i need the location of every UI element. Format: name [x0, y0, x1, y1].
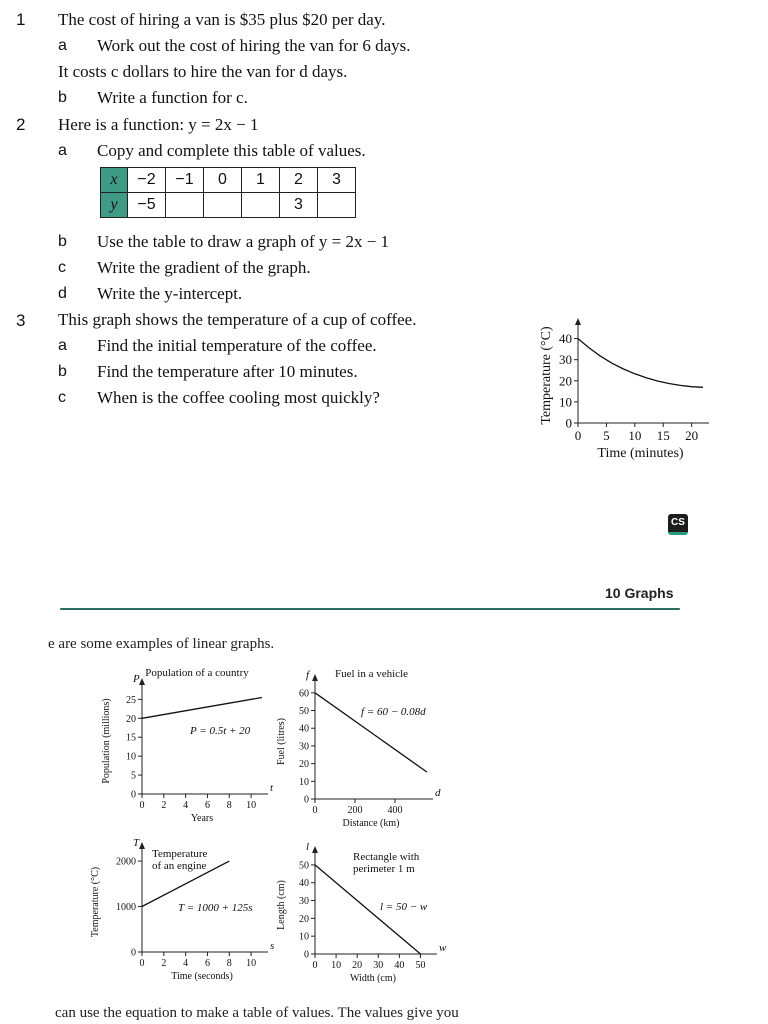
y-axis-label: Temperature (°C)	[90, 866, 101, 938]
y-tick-label: 20	[559, 373, 572, 389]
x-tick-label: 8	[226, 800, 232, 811]
part-text: Copy and complete this table of values.	[97, 141, 366, 160]
x-axis-label: Width (cm)	[350, 973, 396, 984]
question-stem: Here is a function: y = 2x − 1	[58, 115, 259, 134]
cs-badge: CS	[668, 514, 688, 535]
x-tick-label: 0	[574, 428, 582, 443]
y-axis-letter: T	[133, 837, 140, 849]
table-cell: 3	[318, 168, 356, 193]
y-axis-label: Length (cm)	[276, 880, 287, 930]
y-tick-label: 60	[299, 688, 309, 700]
chart-title: Population of a country	[145, 667, 249, 679]
y-axis-letter: f	[306, 669, 310, 681]
x-axis-label: Time (minutes)	[597, 445, 684, 461]
equation-label: f = 60 − 0.08d	[361, 706, 426, 718]
part-label: d	[58, 285, 67, 302]
x-axis-label: Distance (km)	[342, 818, 400, 829]
y-tick-label: 50	[299, 860, 309, 872]
table-header-y: y	[101, 193, 128, 218]
y-tick-label: 10	[559, 394, 572, 410]
question-stem: The cost of hiring a van is $35 plus $20 per day.	[58, 10, 386, 29]
y-tick-label: 10	[126, 751, 136, 763]
x-tick-label: 20	[352, 960, 363, 971]
table-cell: 1	[242, 168, 280, 193]
x-tick-label: 10	[246, 800, 257, 811]
y-axis-arrow	[312, 674, 318, 681]
y-tick-label: 2000	[116, 856, 136, 868]
y-tick-label: 40	[559, 331, 572, 347]
x-tick-label: 0	[139, 958, 145, 969]
part-text: When is the coffee cooling most quickly?	[97, 388, 380, 407]
y-tick-label: 20	[299, 913, 309, 925]
part-text: Find the initial temperature of the coffee.	[97, 336, 377, 355]
part-text: Write the y-intercept.	[97, 284, 243, 303]
x-axis-letter: w	[439, 942, 447, 954]
y-axis-arrow	[312, 846, 318, 853]
chart-title: perimeter 1 m	[353, 863, 415, 875]
y-tick-label: 20	[126, 713, 136, 725]
series-line	[578, 339, 703, 388]
table-cell: 0	[204, 168, 242, 193]
part-label: c	[58, 389, 66, 406]
x-tick-label: 2	[161, 800, 167, 811]
x-tick-label: 5	[603, 428, 610, 443]
chapter-footer: 10 Graphs	[605, 585, 674, 601]
y-tick-label: 30	[299, 741, 309, 753]
engine-temperature-chart	[88, 838, 278, 993]
table-cell	[166, 193, 204, 218]
x-tick-label: 40	[394, 960, 405, 971]
fuel-chart	[275, 660, 445, 835]
y-tick-label: 15	[126, 732, 136, 744]
table-row	[101, 193, 356, 218]
part-label: a	[58, 337, 67, 354]
y-tick-label: 1000	[116, 902, 136, 914]
x-tick-label: 15	[656, 428, 670, 443]
table-cell: 3	[280, 193, 318, 218]
y-tick-label: 20	[299, 759, 309, 771]
table-cell: −2	[128, 168, 166, 193]
equation-label: l = 50 − w	[380, 901, 428, 913]
question-text: It costs c dollars to hire the van for d days.	[58, 62, 348, 81]
x-axis-letter: d	[435, 787, 441, 799]
x-tick-label: 10	[331, 960, 342, 971]
table-row	[101, 168, 356, 193]
chart-title: of an engine	[152, 860, 207, 872]
y-tick-label: 5	[131, 770, 136, 782]
table-cell	[318, 193, 356, 218]
part-label: b	[58, 363, 67, 380]
x-tick-label: 2	[161, 958, 167, 969]
x-axis-label: Time (seconds)	[171, 971, 233, 982]
chart-title: Fuel in a vehicle	[335, 668, 409, 680]
y-tick-label: 25	[126, 694, 136, 706]
question-number: 3	[16, 311, 26, 330]
question-number: 2	[16, 115, 26, 134]
y-tick-label: 50	[299, 706, 309, 718]
x-tick-label: 10	[246, 958, 257, 969]
table-cell	[242, 193, 280, 218]
question-stem: This graph shows the temperature of a cup of coffee.	[58, 310, 417, 329]
y-tick-label: 40	[299, 723, 309, 735]
y-tick-label: 30	[559, 352, 572, 368]
equation-label: T = 1000 + 125s	[178, 902, 253, 914]
chart-title: Temperature	[152, 848, 208, 860]
chart-title: Rectangle with	[353, 851, 420, 863]
y-axis-label: Population (millions)	[101, 698, 112, 784]
table-cell: −5	[128, 193, 166, 218]
y-tick-label: 0	[131, 947, 136, 959]
x-tick-label: 10	[628, 428, 642, 443]
x-tick-label: 0	[139, 800, 145, 811]
y-tick-label: 0	[565, 415, 572, 431]
x-tick-label: 4	[183, 958, 189, 969]
part-label: b	[58, 89, 67, 106]
x-tick-label: 6	[204, 958, 210, 969]
x-tick-label: 30	[373, 960, 384, 971]
y-axis-label: Temperature (°C)	[539, 326, 554, 425]
part-label: b	[58, 233, 67, 250]
x-tick-label: 0	[312, 805, 318, 816]
x-axis-label: Years	[190, 813, 214, 824]
x-axis-letter: s	[270, 940, 275, 952]
y-axis-letter: P	[133, 673, 140, 685]
x-tick-label: 400	[387, 805, 403, 816]
table-cell: −1	[166, 168, 204, 193]
series-line	[315, 693, 427, 772]
series-line	[142, 698, 262, 719]
question-number: 1	[16, 10, 26, 29]
y-axis-label: Fuel (litres)	[276, 718, 287, 765]
x-tick-label: 20	[685, 428, 699, 443]
part-text: Use the table to draw a graph of y = 2x − 1	[97, 232, 390, 251]
values-table	[100, 167, 356, 218]
y-tick-label: 10	[299, 931, 309, 943]
table-cell: 2	[280, 168, 318, 193]
y-tick-label: 0	[131, 789, 136, 801]
x-tick-label: 6	[204, 800, 210, 811]
bottom-text: can use the equation to make a table of values. The values give you	[55, 1005, 459, 1021]
part-text: Find the temperature after 10 minutes.	[97, 362, 358, 381]
x-tick-label: 0	[312, 960, 318, 971]
part-text: Work out the cost of hiring the van for 6 days.	[97, 36, 411, 55]
y-axis-arrow	[575, 318, 581, 325]
y-axis-arrow	[139, 678, 145, 685]
x-tick-label: 200	[347, 805, 363, 816]
population-chart	[100, 660, 280, 835]
intro-text: e are some examples of linear graphs.	[48, 636, 275, 652]
y-tick-label: 40	[299, 878, 309, 890]
y-tick-label: 0	[304, 949, 309, 961]
table-header-x: x	[101, 168, 128, 193]
y-tick-label: 30	[299, 896, 309, 908]
coffee-temperature-chart	[530, 308, 710, 468]
part-text: Write the gradient of the graph.	[97, 258, 311, 277]
part-text: Write a function for c.	[97, 88, 248, 107]
part-label: a	[58, 142, 67, 159]
x-tick-label: 4	[183, 800, 189, 811]
part-label: c	[58, 259, 66, 276]
y-tick-label: 10	[299, 776, 309, 788]
y-axis-letter: l	[306, 841, 310, 853]
page-divider	[60, 608, 680, 610]
part-label: a	[58, 37, 67, 54]
equation-label: P = 0.5t + 20	[190, 725, 251, 737]
y-tick-label: 0	[304, 794, 309, 806]
x-axis-letter: t	[270, 782, 274, 794]
x-tick-label: 50	[415, 960, 426, 971]
x-tick-label: 8	[226, 958, 232, 969]
y-axis-arrow	[139, 842, 145, 849]
rectangle-chart	[275, 838, 445, 993]
table-cell	[204, 193, 242, 218]
